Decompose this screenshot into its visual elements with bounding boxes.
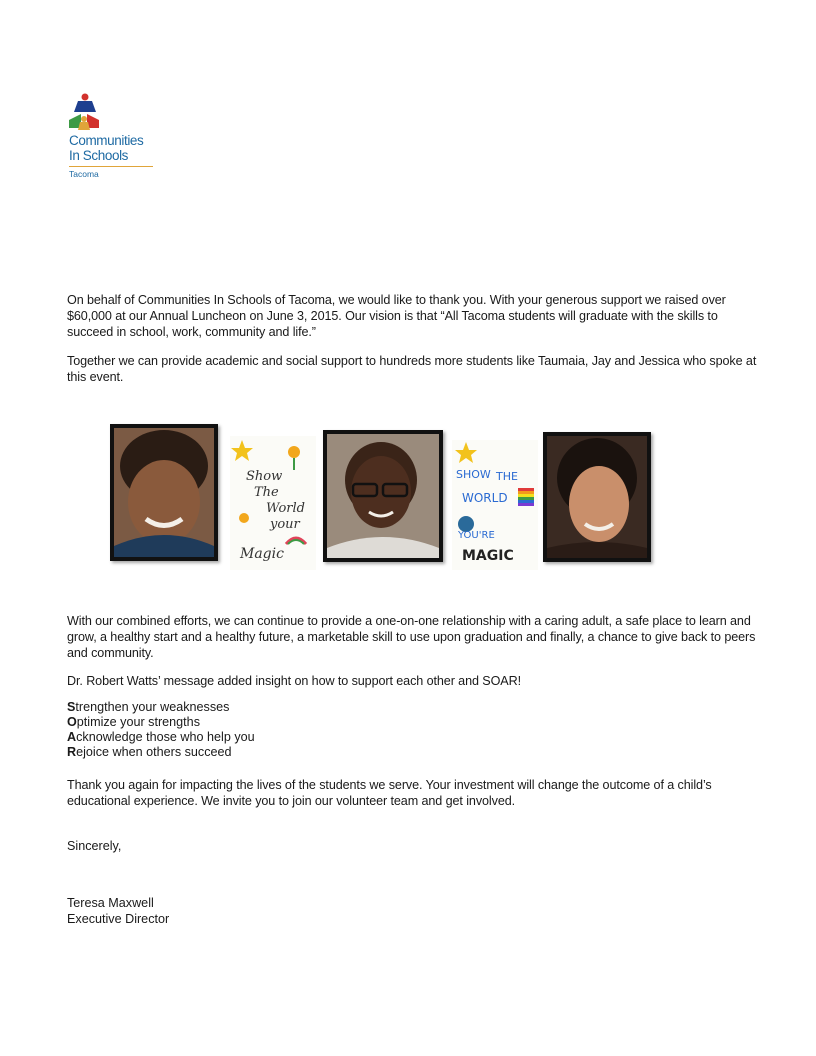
paragraph-soar-intro: Dr. Robert Watts’ message added insight on how to support each other and SOAR!: [67, 674, 521, 688]
artwork-1-word-5: Magic: [240, 546, 284, 562]
soar-line-o: [67, 715, 200, 731]
logo-line-3: Tacoma: [69, 169, 99, 179]
soar-initial: A: [67, 730, 77, 744]
artwork-2-word-4: YOU'RE: [458, 530, 495, 541]
signer-name: Teresa Maxwell: [67, 896, 154, 910]
logo-figures-icon: [66, 92, 102, 134]
logo-line-2: In Schools: [69, 148, 129, 163]
artwork-2-word-2: THE: [496, 470, 518, 483]
student-photo-2: [323, 430, 443, 562]
cis-logo: [66, 92, 161, 182]
logo-rule: [69, 166, 153, 167]
rainbow-doodle-icon: [452, 440, 538, 570]
star-flower-doodle-icon: [230, 436, 316, 570]
soar-line-a: [67, 730, 255, 746]
soar-text: ejoice when others succeed: [76, 745, 232, 759]
soar-text: ptimize your strengths: [76, 715, 200, 729]
soar-initial: S: [67, 700, 76, 714]
paragraph-students: Together we can provide academic and social support to hundreds more students like Taumaia, Jay and Jessica who spoke at this event.: [67, 354, 757, 384]
artwork-1-word-4: your: [270, 517, 300, 532]
artwork-2-word-1: SHOW: [456, 468, 491, 481]
signer-title: Executive Director: [67, 912, 170, 926]
artwork-2-word-5: MAGIC: [462, 548, 514, 564]
soar-initial: O: [67, 715, 77, 729]
student-photo-1: [110, 424, 218, 561]
artwork-1-word-3: World: [266, 501, 305, 516]
soar-text: trengthen your weaknesses: [75, 700, 230, 714]
soar-line-s: [67, 700, 229, 716]
artwork-1-word-2: The: [254, 485, 279, 500]
artwork-1-word-1: Show: [246, 469, 283, 484]
student-photo-3: [543, 432, 651, 562]
paragraph-intro: On behalf of Communities In Schools of Tacoma, we would like to thank you. With your generous support we raised over $60,000 at our Annual Luncheon on June 3, 2015. Our vision is that “All Tacoma students will graduate with the skills to succeed in school, work, community and life.”: [67, 293, 726, 339]
soar-line-r: [67, 745, 232, 761]
logo-line-1: Communities: [69, 133, 144, 148]
soar-initial: R: [67, 745, 77, 759]
student-artwork-2: [452, 440, 538, 570]
paragraph-efforts: With our combined efforts, we can continue to provide a one-on-one relationship with a caring adult, a safe place to learn and grow, a healthy start and a healthy future, a marketable skill to use upon graduation and finally, a chance to give back to peers and community.: [67, 614, 756, 660]
paragraph-thanks: Thank you again for impacting the lives of the students we serve. Your investment will change the outcome of a child’s educational experience. We invite you to join our volunteer team and get involved.: [67, 778, 712, 808]
closing: Sincerely,: [67, 839, 122, 853]
student-artwork-1: [230, 436, 316, 570]
soar-text: cknowledge those who help you: [76, 730, 255, 744]
artwork-2-word-3: WORLD: [462, 491, 508, 505]
